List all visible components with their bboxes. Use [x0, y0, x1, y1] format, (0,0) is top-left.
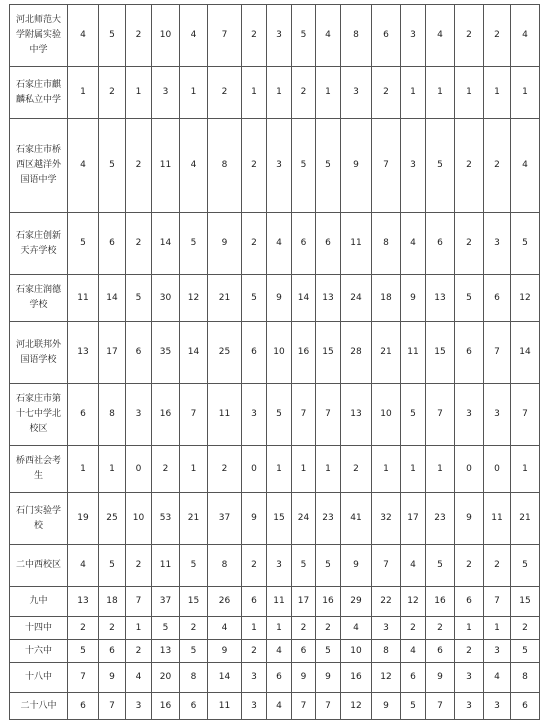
table-row: [10, 5, 540, 67]
value-cell: 4: [267, 640, 292, 663]
value-cell: 11: [208, 693, 242, 720]
value-cell: 37: [208, 493, 242, 545]
value-cell: 5: [99, 119, 126, 213]
value-cell: 7: [126, 587, 152, 617]
value-cell: 3: [267, 5, 292, 67]
value-cell: 6: [267, 663, 292, 693]
table-row: [10, 693, 540, 720]
value-cell: 9: [99, 663, 126, 693]
value-cell: 1: [455, 617, 484, 640]
value-cell: 4: [316, 5, 341, 67]
value-cell: 3: [484, 640, 511, 663]
value-cell: 6: [426, 640, 455, 663]
value-cell: 6: [426, 213, 455, 275]
value-cell: 1: [267, 67, 292, 119]
value-cell: 4: [401, 640, 426, 663]
value-cell: 7: [68, 663, 99, 693]
value-cell: 1: [267, 446, 292, 493]
value-cell: 3: [267, 545, 292, 587]
school-name-cell: 石家庄市第十七中学北校区: [10, 384, 68, 446]
value-cell: 2: [292, 67, 316, 119]
value-cell: 4: [511, 119, 540, 213]
value-cell: 21: [208, 275, 242, 322]
value-cell: 1: [426, 446, 455, 493]
value-cell: 1: [316, 446, 341, 493]
value-cell: 5: [401, 384, 426, 446]
table-row: [10, 663, 540, 693]
value-cell: 6: [292, 213, 316, 275]
value-cell: 7: [372, 545, 401, 587]
value-cell: 5: [152, 617, 180, 640]
value-cell: 13: [341, 384, 372, 446]
value-cell: 12: [180, 275, 208, 322]
value-cell: 4: [180, 5, 208, 67]
value-cell: 2: [292, 617, 316, 640]
value-cell: 9: [341, 545, 372, 587]
value-cell: 4: [401, 545, 426, 587]
value-cell: 4: [341, 617, 372, 640]
value-cell: 5: [426, 119, 455, 213]
value-cell: 14: [99, 275, 126, 322]
value-cell: 4: [401, 213, 426, 275]
value-cell: 9: [341, 119, 372, 213]
value-cell: 9: [208, 213, 242, 275]
value-cell: 2: [126, 545, 152, 587]
value-cell: 5: [180, 640, 208, 663]
value-cell: 8: [180, 663, 208, 693]
value-cell: 6: [242, 322, 267, 384]
value-cell: 2: [126, 119, 152, 213]
value-cell: 3: [242, 693, 267, 720]
value-cell: 1: [267, 617, 292, 640]
value-cell: 1: [68, 67, 99, 119]
value-cell: 3: [484, 384, 511, 446]
value-cell: 5: [126, 275, 152, 322]
value-cell: 6: [484, 275, 511, 322]
value-cell: 2: [401, 617, 426, 640]
school-name-cell: 河北联邦外国语学校: [10, 322, 68, 384]
value-cell: 1: [126, 617, 152, 640]
value-cell: 2: [455, 640, 484, 663]
value-cell: 8: [511, 663, 540, 693]
value-cell: 5: [242, 275, 267, 322]
value-cell: 5: [180, 545, 208, 587]
value-cell: 5: [401, 693, 426, 720]
value-cell: 10: [152, 5, 180, 67]
value-cell: 9: [208, 640, 242, 663]
value-cell: 4: [126, 663, 152, 693]
school-name-cell: 河北师范大学附属实验中学: [10, 5, 68, 67]
value-cell: 13: [68, 587, 99, 617]
table-row: [10, 587, 540, 617]
value-cell: 6: [68, 384, 99, 446]
value-cell: 1: [99, 446, 126, 493]
value-cell: 4: [426, 5, 455, 67]
value-cell: 5: [426, 545, 455, 587]
value-cell: 11: [401, 322, 426, 384]
value-cell: 5: [316, 119, 341, 213]
value-cell: 9: [372, 693, 401, 720]
value-cell: 5: [316, 640, 341, 663]
value-cell: 4: [511, 5, 540, 67]
table-row: [10, 384, 540, 446]
value-cell: 2: [208, 67, 242, 119]
table-body: [10, 5, 540, 720]
value-cell: 7: [208, 5, 242, 67]
value-cell: 3: [455, 693, 484, 720]
value-cell: 17: [99, 322, 126, 384]
value-cell: 16: [152, 693, 180, 720]
value-cell: 2: [484, 119, 511, 213]
value-cell: 6: [455, 587, 484, 617]
value-cell: 24: [341, 275, 372, 322]
table-row: [10, 493, 540, 545]
value-cell: 1: [292, 446, 316, 493]
value-cell: 29: [341, 587, 372, 617]
value-cell: 9: [292, 663, 316, 693]
value-cell: 21: [372, 322, 401, 384]
table-row: [10, 119, 540, 213]
value-cell: 4: [484, 663, 511, 693]
value-cell: 6: [511, 693, 540, 720]
value-cell: 2: [99, 67, 126, 119]
table-row: [10, 275, 540, 322]
value-cell: 7: [292, 693, 316, 720]
value-cell: 14: [208, 663, 242, 693]
value-cell: 7: [180, 384, 208, 446]
value-cell: 1: [316, 67, 341, 119]
value-cell: 2: [455, 213, 484, 275]
value-cell: 14: [152, 213, 180, 275]
value-cell: 11: [267, 587, 292, 617]
value-cell: 23: [316, 493, 341, 545]
value-cell: 0: [242, 446, 267, 493]
value-cell: 6: [126, 322, 152, 384]
value-cell: 7: [316, 693, 341, 720]
value-cell: 41: [341, 493, 372, 545]
value-cell: 25: [99, 493, 126, 545]
value-cell: 2: [126, 640, 152, 663]
value-cell: 5: [511, 213, 540, 275]
value-cell: 3: [484, 213, 511, 275]
value-cell: 28: [341, 322, 372, 384]
value-cell: 3: [242, 384, 267, 446]
value-cell: 8: [372, 640, 401, 663]
value-cell: 2: [484, 545, 511, 587]
value-cell: 6: [68, 693, 99, 720]
value-cell: 22: [372, 587, 401, 617]
value-cell: 1: [455, 67, 484, 119]
value-cell: 11: [484, 493, 511, 545]
value-cell: 32: [372, 493, 401, 545]
value-cell: 11: [341, 213, 372, 275]
value-cell: 4: [180, 119, 208, 213]
value-cell: 2: [455, 119, 484, 213]
school-name-cell: 二十八中: [10, 693, 68, 720]
table-row: [10, 545, 540, 587]
school-name-cell: 石家庄市麒麟私立中学: [10, 67, 68, 119]
value-cell: 2: [126, 5, 152, 67]
school-name-cell: 石家庄市桥西区越洋外国语中学: [10, 119, 68, 213]
value-cell: 14: [292, 275, 316, 322]
value-cell: 1: [401, 446, 426, 493]
value-cell: 15: [511, 587, 540, 617]
value-cell: 0: [455, 446, 484, 493]
value-cell: 4: [68, 545, 99, 587]
value-cell: 3: [455, 663, 484, 693]
value-cell: 9: [401, 275, 426, 322]
value-cell: 7: [426, 693, 455, 720]
value-cell: 5: [292, 5, 316, 67]
school-name-cell: 石家庄润德学校: [10, 275, 68, 322]
value-cell: 2: [99, 617, 126, 640]
value-cell: 26: [208, 587, 242, 617]
data-table: [9, 4, 540, 720]
value-cell: 16: [152, 384, 180, 446]
value-cell: 17: [401, 493, 426, 545]
value-cell: 21: [511, 493, 540, 545]
value-cell: 3: [401, 119, 426, 213]
table-row: [10, 213, 540, 275]
school-name-cell: 十八中: [10, 663, 68, 693]
value-cell: 53: [152, 493, 180, 545]
value-cell: 9: [267, 275, 292, 322]
value-cell: 4: [267, 213, 292, 275]
value-cell: 1: [180, 446, 208, 493]
value-cell: 5: [68, 213, 99, 275]
school-name-cell: 十六中: [10, 640, 68, 663]
value-cell: 3: [126, 693, 152, 720]
value-cell: 18: [372, 275, 401, 322]
value-cell: 1: [401, 67, 426, 119]
value-cell: 7: [316, 384, 341, 446]
value-cell: 16: [316, 587, 341, 617]
value-cell: 11: [68, 275, 99, 322]
value-cell: 15: [267, 493, 292, 545]
school-name-cell: 九中: [10, 587, 68, 617]
value-cell: 7: [484, 587, 511, 617]
value-cell: 10: [126, 493, 152, 545]
value-cell: 13: [152, 640, 180, 663]
value-cell: 2: [208, 446, 242, 493]
value-cell: 1: [426, 67, 455, 119]
value-cell: 14: [180, 322, 208, 384]
table-row: [10, 322, 540, 384]
value-cell: 15: [316, 322, 341, 384]
value-cell: 17: [292, 587, 316, 617]
value-cell: 8: [341, 5, 372, 67]
value-cell: 5: [511, 545, 540, 587]
value-cell: 3: [455, 384, 484, 446]
school-name-cell: 石门实验学校: [10, 493, 68, 545]
value-cell: 3: [372, 617, 401, 640]
value-cell: 19: [68, 493, 99, 545]
value-cell: 6: [316, 213, 341, 275]
value-cell: 5: [68, 640, 99, 663]
value-cell: 4: [267, 693, 292, 720]
value-cell: 2: [372, 67, 401, 119]
value-cell: 2: [426, 617, 455, 640]
value-cell: 7: [292, 384, 316, 446]
value-cell: 24: [292, 493, 316, 545]
value-cell: 6: [99, 640, 126, 663]
value-cell: 2: [455, 5, 484, 67]
value-cell: 1: [484, 617, 511, 640]
school-name-cell: 二中西校区: [10, 545, 68, 587]
value-cell: 6: [180, 693, 208, 720]
value-cell: 6: [455, 322, 484, 384]
value-cell: 10: [372, 384, 401, 446]
value-cell: 5: [99, 545, 126, 587]
school-name-cell: 石家庄创新天卉学校: [10, 213, 68, 275]
value-cell: 12: [372, 663, 401, 693]
value-cell: 1: [484, 67, 511, 119]
value-cell: 2: [316, 617, 341, 640]
value-cell: 20: [152, 663, 180, 693]
value-cell: 1: [372, 446, 401, 493]
value-cell: 5: [267, 384, 292, 446]
value-cell: 2: [68, 617, 99, 640]
value-cell: 12: [341, 693, 372, 720]
value-cell: 2: [242, 545, 267, 587]
value-cell: 3: [152, 67, 180, 119]
value-cell: 5: [99, 5, 126, 67]
value-cell: 15: [426, 322, 455, 384]
value-cell: 3: [242, 663, 267, 693]
value-cell: 13: [68, 322, 99, 384]
value-cell: 5: [180, 213, 208, 275]
table-row: [10, 446, 540, 493]
value-cell: 1: [511, 446, 540, 493]
value-cell: 3: [126, 384, 152, 446]
value-cell: 2: [242, 640, 267, 663]
table-row: [10, 67, 540, 119]
value-cell: 8: [208, 545, 242, 587]
value-cell: 16: [292, 322, 316, 384]
value-cell: 1: [511, 67, 540, 119]
value-cell: 16: [426, 587, 455, 617]
value-cell: 14: [511, 322, 540, 384]
value-cell: 5: [455, 275, 484, 322]
value-cell: 1: [126, 67, 152, 119]
value-cell: 4: [208, 617, 242, 640]
table-row: [10, 617, 540, 640]
value-cell: 7: [372, 119, 401, 213]
value-cell: 4: [68, 5, 99, 67]
value-cell: 6: [99, 213, 126, 275]
value-cell: 37: [152, 587, 180, 617]
value-cell: 2: [180, 617, 208, 640]
value-cell: 23: [426, 493, 455, 545]
value-cell: 3: [401, 5, 426, 67]
value-cell: 8: [99, 384, 126, 446]
value-cell: 13: [426, 275, 455, 322]
value-cell: 5: [511, 640, 540, 663]
value-cell: 18: [99, 587, 126, 617]
value-cell: 1: [242, 67, 267, 119]
value-cell: 6: [242, 587, 267, 617]
value-cell: 10: [267, 322, 292, 384]
value-cell: 30: [152, 275, 180, 322]
value-cell: 0: [126, 446, 152, 493]
value-cell: 0: [484, 446, 511, 493]
school-name-cell: 桥西社会考生: [10, 446, 68, 493]
value-cell: 2: [126, 213, 152, 275]
value-cell: 12: [511, 275, 540, 322]
value-cell: 1: [68, 446, 99, 493]
value-cell: 10: [341, 640, 372, 663]
value-cell: 6: [372, 5, 401, 67]
value-cell: 7: [511, 384, 540, 446]
value-cell: 7: [426, 384, 455, 446]
value-cell: 13: [316, 275, 341, 322]
value-cell: 5: [316, 545, 341, 587]
value-cell: 3: [267, 119, 292, 213]
value-cell: 4: [68, 119, 99, 213]
value-cell: 6: [292, 640, 316, 663]
value-cell: 16: [341, 663, 372, 693]
value-cell: 2: [242, 119, 267, 213]
value-cell: 5: [292, 545, 316, 587]
value-cell: 11: [208, 384, 242, 446]
value-cell: 2: [341, 446, 372, 493]
value-cell: 5: [292, 119, 316, 213]
value-cell: 9: [455, 493, 484, 545]
value-cell: 9: [426, 663, 455, 693]
value-cell: 2: [242, 213, 267, 275]
value-cell: 35: [152, 322, 180, 384]
value-cell: 8: [372, 213, 401, 275]
value-cell: 25: [208, 322, 242, 384]
value-cell: 3: [484, 693, 511, 720]
table-row: [10, 640, 540, 663]
value-cell: 9: [316, 663, 341, 693]
value-cell: 2: [152, 446, 180, 493]
value-cell: 2: [242, 5, 267, 67]
value-cell: 7: [99, 693, 126, 720]
value-cell: 2: [511, 617, 540, 640]
value-cell: 9: [242, 493, 267, 545]
value-cell: 6: [401, 663, 426, 693]
value-cell: 3: [341, 67, 372, 119]
value-cell: 15: [180, 587, 208, 617]
value-cell: 2: [484, 5, 511, 67]
school-name-cell: 十四中: [10, 617, 68, 640]
value-cell: 7: [484, 322, 511, 384]
value-cell: 12: [401, 587, 426, 617]
value-cell: 1: [180, 67, 208, 119]
value-cell: 1: [242, 617, 267, 640]
value-cell: 11: [152, 119, 180, 213]
value-cell: 21: [180, 493, 208, 545]
value-cell: 11: [152, 545, 180, 587]
value-cell: 2: [455, 545, 484, 587]
value-cell: 8: [208, 119, 242, 213]
